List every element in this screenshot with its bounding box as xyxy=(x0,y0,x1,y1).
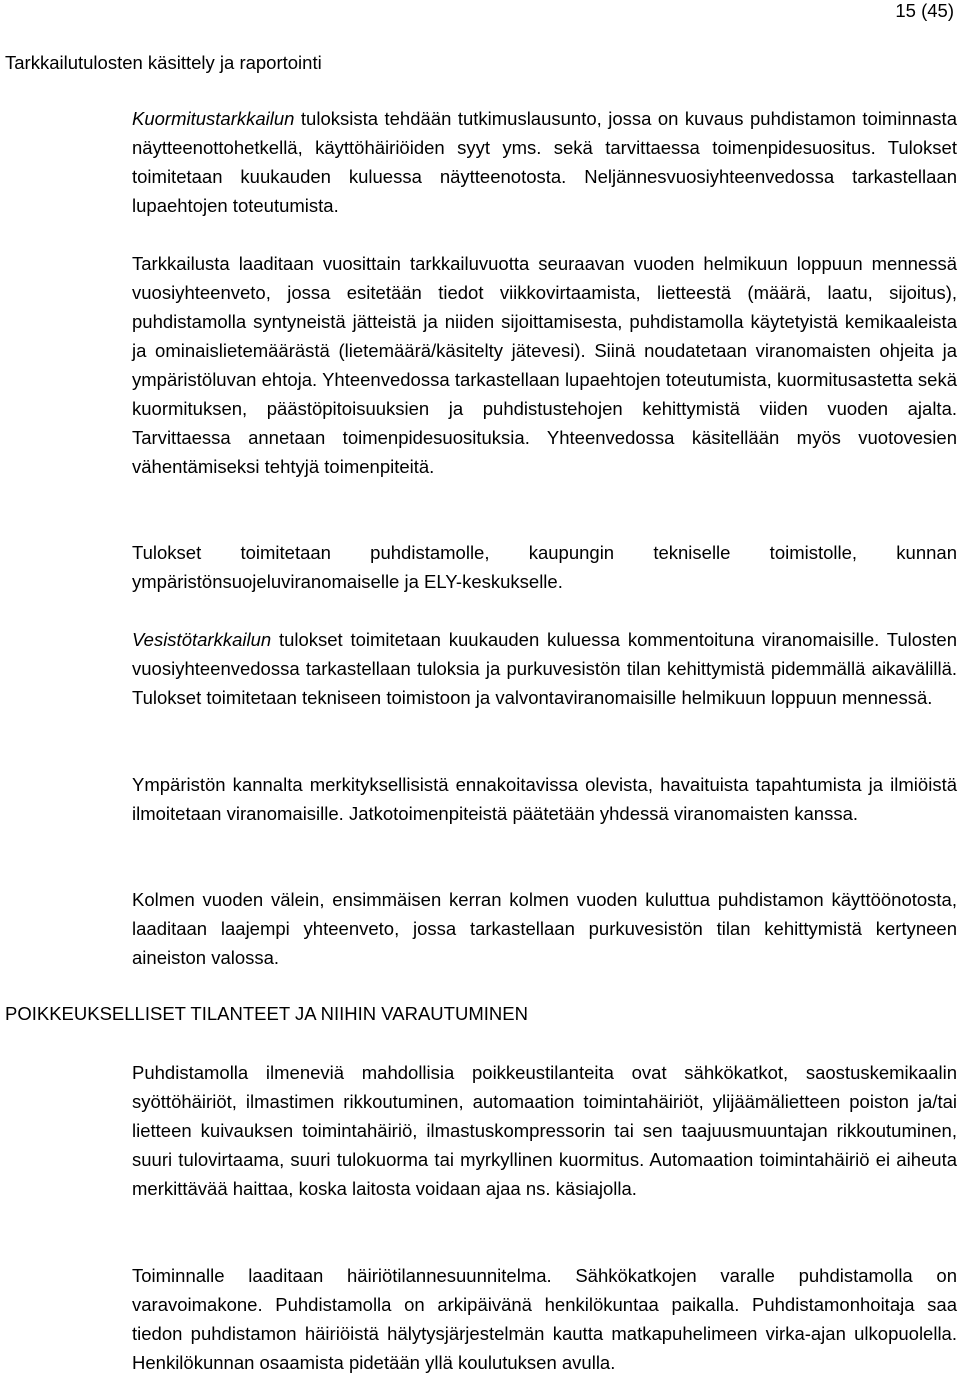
paragraph-water-monitoring xyxy=(132,625,957,712)
paragraph-text: tulokset toimitetaan kuukauden kuluessa kommentoituna viranomaisille. Tulosten vuosiyhteenvedossa tarkastellaan tuloksia ja purkuvesistön tilan kehittymistä pidemmällä aikavälillä. Tulokset toimitetaan tekniseen toimistoon ja valvontaviranomaisille helmikuun loppuun mennessä. xyxy=(132,629,957,708)
section-heading-exceptional-situations: POIKKEUKSELLISET TILANTEET JA NIIHIN VARAUTUMINEN xyxy=(5,1003,528,1024)
paragraph-result-delivery: Tulokset toimitetaan puhdistamolle, kaupungin tekniselle toimistolle, kunnan ympäristönsuojeluviranomaiselle ja ELY-keskukselle. xyxy=(132,542,957,592)
paragraph-text: tuloksista tehdään tutkimuslausunto, jossa on kuvaus puhdistamon toiminnasta näytteenottohetkellä, käyttöhäiriöiden syyt yms. sekä tarvittaessa toimenpidesuositus. Tulokset toimitetaan kuukauden kuluessa näytteenotosta. Neljännesvuosiyhteenvedossa tarkastellaan lupaehtojen toteutumista. xyxy=(132,108,957,216)
paragraph-exceptional-cases: Puhdistamolla ilmeneviä mahdollisia poikkeustilanteita ovat sähkökatkot, saostuskemikaalin syöttöhäiriöt, ilmastimen rikkoutuminen, automaation toimintahäiriöt, ylijäämälietteen poiston ja/tai lietteen kuivauksen toimintahäiriö, ilmastuskompressorin tai sen taajuusmuuntajan rikkoutuminen, suuri tulovirtaama, suuri tulokuorma tai myrkyllinen kuormitus. Automaation toimintahäiriö ei aiheuta merkittävää haittaa, koska laitosta voidaan ajaa ns. käsiajolla. xyxy=(132,1062,957,1199)
section-heading-reporting: Tarkkailutulosten käsittely ja raportointi xyxy=(5,52,322,73)
paragraph-annual-summary: Tarkkailusta laaditaan vuosittain tarkkailuvuotta seuraavan vuoden helmikuun loppuun mennessä vuosiyhteenveto, jossa esitetään tiedot viikkovirtaamista, lietteestä (määrä, laatu, sijoitus), puhdistamolla syntyneistä jätteistä ja niiden sijoittamisesta, puhdistamolla käytetyistä kemikaaleista ja ominaislietemäärästä (lietemäärä/käsitelty jätevesi). Siinä noudatetaan viranomaisten ohjeita ja ympäristöluvan ehtoja. Yhteenvedossa tarkastellaan lupaehtojen toteutumista, kuormitusastetta sekä kuormituksen, päästöpitoisuuksien ja puhdistustehojen kehittymistä viiden vuoden ajalta. Tarvittaessa annetaan toimenpidesuosituksia. Yhteenvedossa käsitellään myös vuotovesien vähentämiseksi tehtyjä toimenpiteitä. xyxy=(132,253,957,477)
paragraph-three-year-summary: Kolmen vuoden välein, ensimmäisen kerran kolmen vuoden kuluttua puhdistamon käyttöönotosta, laaditaan laajempi yhteenveto, jossa tarkastellaan purkuvesistön tilan kehittymistä kertyneen aineiston valossa. xyxy=(132,889,957,968)
italic-term: Kuormitustarkkailun xyxy=(132,108,295,129)
paragraph-disturbance-plan: Toiminnalle laaditaan häiriötilannesuunnitelma. Sähkökatkojen varalle puhdistamolla on varavoimakone. Puhdistamolla on arkipäivänä henkilökuntaa paikalla. Puhdistamonhoitaja saa tiedon puhdistamon häiriöistä hälytysjärjestelmän kautta matkapuhelimeen virka-ajan ulkopuolella. Henkilökunnan osaamista pidetään yllä koulutuksen avulla. xyxy=(132,1265,957,1373)
italic-term: Vesistötarkkailun xyxy=(132,629,272,650)
paragraph-load-monitoring xyxy=(132,104,957,220)
paragraph-environmental-events: Ympäristön kannalta merkityksellisistä ennakoitavissa olevista, havaituista tapahtumista ja ilmiöistä ilmoitetaan viranomaisille. Jatkotoimenpiteistä päätetään yhdessä viranomaisten kanssa. xyxy=(132,774,957,824)
page-number: 15 (45) xyxy=(895,0,954,21)
